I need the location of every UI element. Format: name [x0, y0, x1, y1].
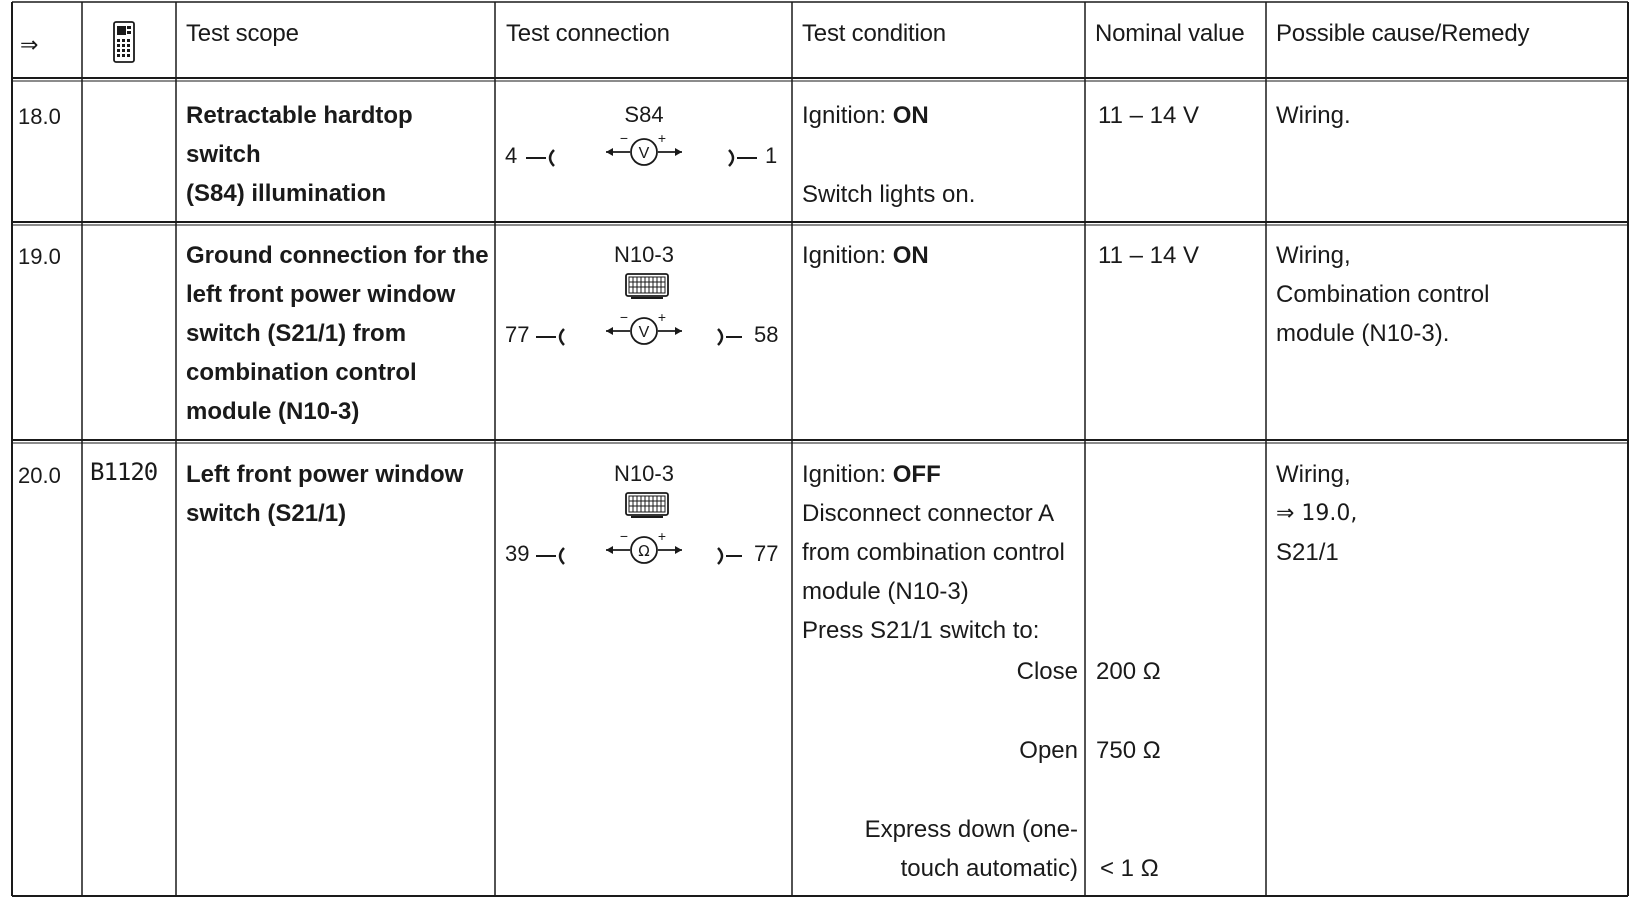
socket-right-icon [712, 544, 748, 568]
ignition-state: OFF [892, 461, 941, 488]
scope-line: Ground connection for the [186, 242, 489, 269]
plus-sign: + [657, 130, 667, 146]
meter-symbol: V [638, 145, 650, 162]
ohmmeter-icon [604, 528, 684, 573]
scope-line: switch (S21/1) from [186, 320, 407, 347]
control-module-icon [625, 273, 669, 299]
scope-line: Retractable hardtop switch [186, 102, 413, 168]
scope-line: left front power window [186, 281, 456, 308]
meter-symbol: V [638, 324, 650, 341]
minus-sign: − [619, 528, 629, 544]
control-module-icon [625, 492, 669, 518]
remedy [1276, 96, 1621, 135]
ignition-label: Ignition: [802, 102, 893, 129]
socket-left-icon [534, 325, 570, 349]
remedy [1276, 455, 1621, 572]
scope-line: Left front power window [186, 461, 464, 488]
condition-line: Disconnect connector A [802, 500, 1055, 527]
remedy-line: Wiring, [1276, 461, 1351, 488]
remedy-line: Wiring, [1276, 242, 1351, 269]
remedy [1276, 236, 1621, 353]
switch-position: Close [1016, 658, 1078, 685]
minus-sign: − [619, 309, 629, 325]
condition-line: module (N10-3) [802, 578, 969, 605]
switch-position: Open [1019, 737, 1078, 764]
minus-sign: − [619, 130, 629, 146]
nominal-value: < 1 Ω [1100, 855, 1159, 882]
pin-left: 4 [505, 143, 518, 168]
plus-sign: + [657, 528, 667, 544]
step-number: 18.0 [18, 104, 61, 129]
socket-right-icon [712, 325, 748, 349]
header-test-condition: Test condition [802, 20, 946, 47]
condition-line: from combination control [802, 539, 1065, 566]
pin-right: 58 [754, 322, 779, 347]
voltmeter-icon [604, 309, 684, 354]
header-remedy: Possible cause/Remedy [1276, 20, 1530, 47]
socket-left-icon [534, 544, 570, 568]
condition-note: Switch lights on. [802, 181, 976, 208]
ignition-state: ON [892, 102, 929, 129]
test-scope [186, 455, 491, 533]
component-label: S84 [624, 102, 664, 127]
pin-right: 1 [765, 143, 778, 168]
ignition-status [802, 236, 1082, 275]
voltmeter-icon [604, 130, 684, 175]
nominal-value: 750 Ω [1096, 737, 1161, 764]
socket-left-icon [524, 146, 560, 170]
diagnostic-tester-icon [112, 20, 136, 69]
pin-right: 77 [754, 541, 779, 566]
socket-right-icon [723, 146, 759, 170]
ignition-status [802, 96, 1082, 135]
pin-left: 77 [505, 322, 530, 347]
scope-line: module (N10-3) [186, 398, 360, 425]
switch-position: touch automatic) [900, 855, 1078, 882]
component-label: N10-3 [614, 242, 674, 267]
remedy-line: module (N10-3). [1276, 320, 1450, 347]
nominal-value: 11 – 14 V [1098, 242, 1199, 269]
scope-line: combination control [186, 359, 417, 386]
remedy-line: Wiring. [1276, 102, 1351, 129]
step-number: 19.0 [18, 244, 61, 269]
condition-line: Press S21/1 switch to: [802, 617, 1040, 644]
remedy-line: S21/1 [1276, 539, 1339, 566]
header-test-connection: Test connection [506, 20, 670, 47]
component-label: N10-3 [614, 461, 674, 486]
fault-code: B1120 [90, 458, 158, 486]
ignition-state: ON [892, 242, 929, 269]
plus-sign: + [657, 309, 667, 325]
condition-lines [802, 455, 1082, 650]
header-nominal-value: Nominal value [1095, 20, 1245, 47]
header-test-scope: Test scope [186, 20, 299, 47]
ignition-label: Ignition: [802, 461, 893, 488]
ignition-label: Ignition: [802, 242, 893, 269]
switch-position: Express down (one- [864, 816, 1078, 843]
scope-line: (S84) illumination [186, 180, 387, 207]
step-number: 20.0 [18, 463, 61, 488]
remedy-line: ⇒ 19.0, [1276, 501, 1358, 526]
pin-left: 39 [505, 541, 530, 566]
remedy-line: Combination control [1276, 281, 1490, 308]
ignition-status [802, 455, 1082, 494]
nominal-value: 11 – 14 V [1098, 102, 1199, 129]
test-scope [186, 96, 491, 213]
test-scope [186, 236, 491, 431]
meter-symbol: Ω [638, 542, 650, 560]
scope-line: switch (S21/1) [186, 500, 347, 527]
arrow-icon: ⇒ [20, 33, 39, 58]
nominal-value: 200 Ω [1096, 658, 1161, 685]
